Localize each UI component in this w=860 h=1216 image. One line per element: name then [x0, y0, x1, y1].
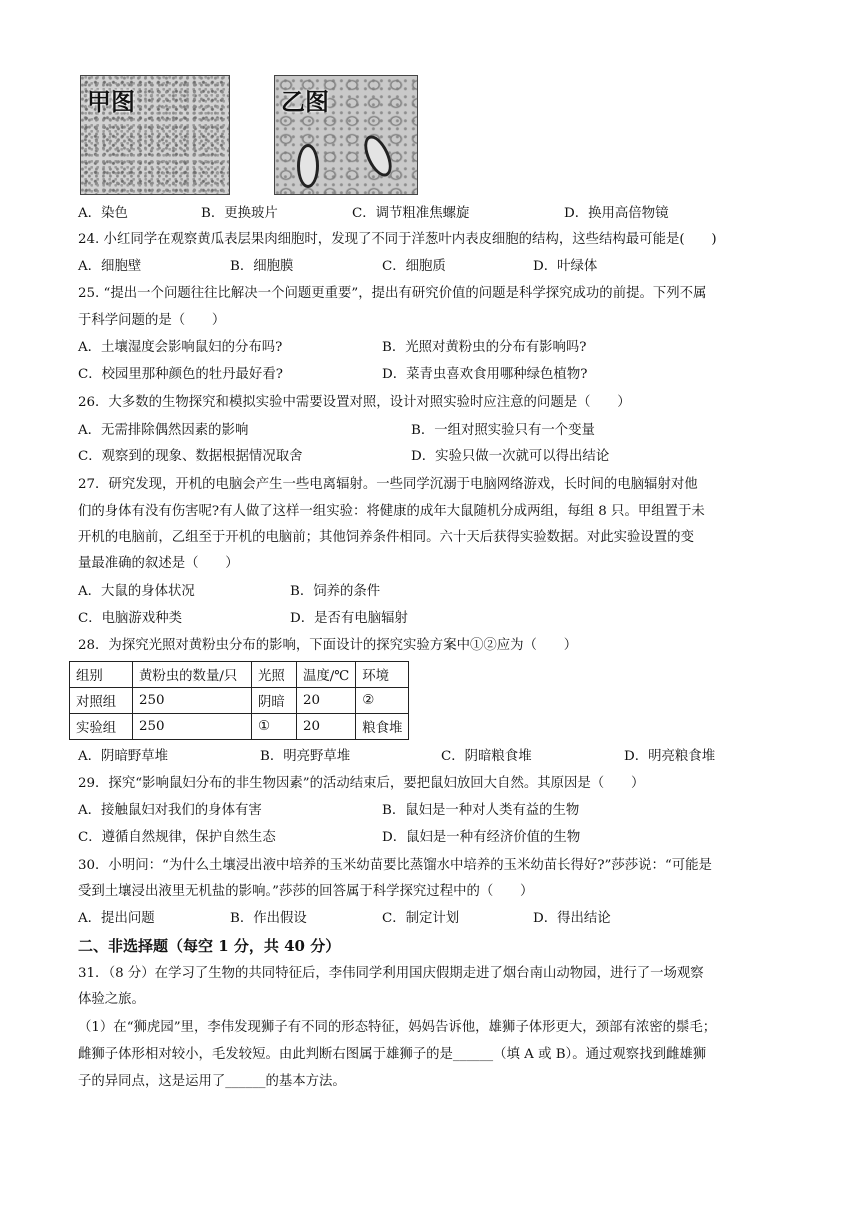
q27-stem-line: 27．研究发现，开机的电脑会产生一些电离辐射。一些同学沉溺于电脑网络游戏，长时间的电脑辐射对他 — [78, 477, 698, 492]
q23-option-b: B．更换玻片 — [201, 206, 278, 221]
q27-stem-line: 量最准确的叙述是（ ） — [78, 556, 239, 571]
q26-option-a: A．无需排除偶然因素的影响 — [78, 423, 249, 438]
q27-option-c: C．电脑游戏种类 — [78, 611, 182, 626]
q27-option-a: A．大鼠的身体状况 — [78, 584, 195, 599]
stoma-shape — [297, 144, 319, 188]
q30-option-c: C．制定计划 — [382, 911, 460, 926]
q30-option-d: D．得出结论 — [533, 911, 611, 926]
table-header-cell: 温度/℃ — [297, 662, 356, 688]
q23-option-c: C．调节粗准焦螺旋 — [352, 206, 470, 221]
q27-stem-line: 开机的电脑前，乙组至于开机的电脑前；其他饲养条件相同。六十天后获得实验数据。对此实验设置的变 — [78, 530, 694, 545]
q26-option-b: B．一组对照实验只有一个变量 — [411, 423, 595, 438]
table-cell: 粮食堆 — [356, 714, 409, 740]
q29-option-a: A．接触鼠妇对我们的身体有害 — [78, 803, 262, 818]
q25-stem-line: 于科学问题的是（ ） — [78, 313, 226, 328]
q24-option-b: B．细胞膜 — [230, 259, 294, 274]
q28-option-a: A．阴暗野草堆 — [78, 749, 169, 764]
figure-yi-label: 乙图 — [281, 88, 329, 116]
q28-option-b: B．明亮野草堆 — [260, 749, 351, 764]
q27-stem-line: 们的身体有没有伤害呢?有人做了这样一组实验：将健康的成年大鼠随机分成两组，每组 8 只。甲组置于未 — [78, 504, 705, 519]
q26-stem: 26．大多数的生物探究和模拟实验中需要设置对照，设计对照实验时应注意的问题是（ ） — [78, 395, 631, 410]
q31-sub1-line: （1）在“狮虎园”里，李伟发现狮子有不同的形态特征，妈妈告诉他，雄狮子体形更大，颈部有浓密的鬃毛； — [78, 1020, 717, 1035]
q27-option-d: D．是否有电脑辐射 — [290, 611, 408, 626]
figure-jia-micrograph — [80, 75, 230, 195]
q24-option-c: C．细胞质 — [382, 259, 446, 274]
q30-stem-line: 受到土壤浸出液里无机盐的影响。”莎莎的回答属于科学探究过程中的（ ） — [78, 884, 534, 899]
table-header-cell: 黄粉虫的数量/只 — [133, 662, 252, 688]
q24-stem: 24. 小红同学在观察黄瓜表层果肉细胞时，发现了不同于洋葱叶内表皮细胞的结构，这些结构最可能是( ) — [78, 232, 717, 247]
q28-option-d: D．明亮粮食堆 — [624, 749, 716, 764]
table-cell: ① — [252, 714, 297, 740]
q24-option-d: D．叶绿体 — [533, 259, 598, 274]
table-cell: 20 — [297, 688, 356, 714]
table-header-row — [70, 662, 409, 688]
table-header-cell: 环境 — [356, 662, 409, 688]
table-cell: 250 — [133, 688, 252, 714]
q24-option-a: A．细胞壁 — [78, 259, 142, 274]
q30-option-b: B．作出假设 — [230, 911, 307, 926]
q31-stem-line: 31．（8 分）在学习了生物的共同特征后，李伟同学利用国庆假期走进了烟台南山动物园，进行了一场观察 — [78, 966, 704, 981]
q28-table — [69, 661, 409, 740]
q28-stem: 28．为探究光照对黄粉虫分布的影响，下面设计的探究实验方案中①②应为（ ） — [78, 638, 578, 653]
q29-option-d: D．鼠妇是一种有经济价值的生物 — [382, 830, 581, 845]
q27-option-b: B．饲养的条件 — [290, 584, 381, 599]
q29-option-b: B．鼠妇是一种对人类有益的生物 — [382, 803, 580, 818]
table-row — [70, 714, 409, 740]
q25-option-b: B．光照对黄粉虫的分布有影响吗? — [382, 340, 587, 355]
q25-stem-line: 25. “提出一个问题往往比解决一个问题更重要”，提出有研究价值的问题是科学探究成功的前提。下列不属 — [78, 286, 707, 301]
figure-jia-label: 甲图 — [87, 88, 135, 116]
q25-option-c: C．校园里那种颜色的牡丹最好看? — [78, 367, 283, 382]
section-2-title: 二、非选择题（每空 1 分，共 40 分） — [78, 937, 341, 955]
table-cell: 250 — [133, 714, 252, 740]
q31-sub1-line: 雌狮子体形相对较小，毛发较短。由此判断右图属于雄狮子的是______（填 A 或 B）。通过观察找到雌雄狮 — [78, 1047, 707, 1062]
table-header-cell: 组别 — [70, 662, 133, 688]
table-cell: 20 — [297, 714, 356, 740]
table-row — [70, 688, 409, 714]
q30-option-a: A．提出问题 — [78, 911, 155, 926]
figure-yi-micrograph — [274, 75, 418, 195]
table-cell: 阴暗 — [252, 688, 297, 714]
q29-option-c: C．遵循自然规律，保护自然生态 — [78, 830, 276, 845]
table-cell: 对照组 — [70, 688, 133, 714]
q25-option-d: D．菜青虫喜欢食用哪种绿色植物? — [382, 367, 588, 382]
q31-stem-line: 体验之旅。 — [78, 992, 145, 1007]
q23-option-a: A．染色 — [78, 206, 128, 221]
q26-option-c: C．观察到的现象、数据根据情况取舍 — [78, 449, 303, 464]
table-cell: ② — [356, 688, 409, 714]
table-cell: 实验组 — [70, 714, 133, 740]
q29-stem: 29．探究“影响鼠妇分布的非生物因素”的活动结束后，要把鼠妇放回大自然。其原因是（ ） — [78, 776, 645, 791]
q23-option-d: D．换用高倍物镜 — [564, 206, 669, 221]
table-header-cell: 光照 — [252, 662, 297, 688]
q26-option-d: D．实验只做一次就可以得出结论 — [411, 449, 610, 464]
q31-sub1-line: 子的异同点，这是运用了______的基本方法。 — [78, 1074, 346, 1089]
q25-option-a: A．土壤湿度会影响鼠妇的分布吗? — [78, 340, 283, 355]
stoma-shape — [359, 131, 398, 180]
q30-stem-line: 30．小明问：“为什么土壤浸出液中培养的玉米幼苗要比蒸馏水中培养的玉米幼苗长得好?”莎莎说：“可能是 — [78, 858, 712, 873]
q28-option-c: C．阴暗粮食堆 — [441, 749, 532, 764]
